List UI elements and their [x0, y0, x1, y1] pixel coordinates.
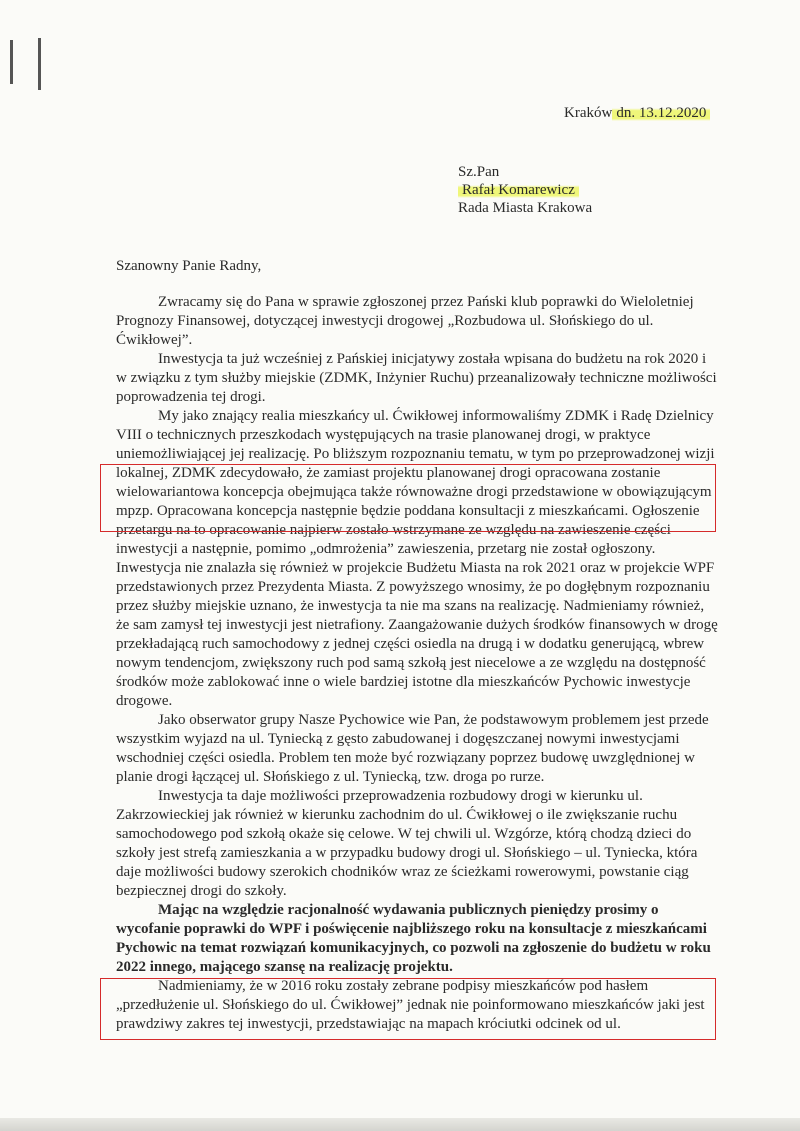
paragraph: Inwestycja ta już wcześniej z Pańskiej inicjatywy została wpisana do budżetu na rok 2020 i w związku z tym służby miejskie (ZDMK, Inżynier Ruchu) przeanalizowały techniczne możliwości poprowadzenia tej drogi. — [116, 351, 717, 405]
recipient-line: Rada Miasta Krakowa — [458, 200, 593, 216]
recipient-line: Sz.Pan — [458, 164, 500, 180]
paragraph: Nadmieniamy, że w 2016 roku zostały zebrane podpisy mieszkańców pod hasłem „przedłużenie ul. Słońskiego do ul. Ćwikłowej” jednak nie poinformowano mieszkańców jaki jest prawdziwy zakres tej inwestycji, przedstawiając na mapach króciutki odcinek od ul. — [116, 978, 705, 1032]
date-line — [564, 104, 710, 122]
date-value: dn. 13.12.2020 — [612, 105, 710, 121]
recipient-block — [458, 163, 592, 217]
paragraph: Inwestycja ta daje możliwości przeprowadzenia rozbudowy drogi w kierunku ul. Zakrzowieckiej jak również w kierunku zachodnim do ul. Ćwikłowej o ile zwiększanie ruchu samochodowego pod szkołą okaże się celowe. W tej chwili ul. Wzgórze, którą chodzą dzieci do szkoły jest strefą zamieszkania a w przypadku budowy drogi ul. Słońskiego – ul. Tyniecka, która daje możliwości budowy szerokich chodników wraz ze ścieżkami rowerowymi, powstanie ciąg bezpiecznej drogi do szkoły. — [116, 788, 698, 899]
scan-edge — [0, 1118, 800, 1131]
recipient-name: Rafał Komarewicz — [458, 182, 579, 198]
binder-mark — [38, 38, 41, 90]
greeting: Szanowny Panie Radny, — [116, 258, 262, 274]
letter-body — [116, 293, 720, 1034]
paragraph-request: Mając na względzie racjonalność wydawania publicznych pieniędzy prosimy o wycofanie poprawki do WPF i poświęcenie najbliższego roku na konsultacje z mieszkańcami Pychowic na temat rozwiązań komunikacyjnych, co pozwoli na zgłoszenie do budżetu w roku 2022 innego, mającego szansę na realizację projektu. — [116, 902, 711, 975]
binder-mark — [10, 40, 13, 84]
paragraph: Jako obserwator grupy Nasze Pychowice wie Pan, że podstawowym problemem jest przede wszystkim wyjazd na ul. Tyniecką z gęsto zabudowanej i dogęszczanej nowymi inwestycjami wschodniej części osiedla. Problem ten może być rozwiązany poprzez budowę uwzględnionej w planie drogi łączącej ul. Słońskiego z ul. Tyniecką, tzw. droga po rurze. — [116, 712, 709, 785]
paragraph: Zwracamy się do Pana w sprawie zgłoszonej przez Pański klub poprawki do Wieloletniej Prognozy Finansowej, dotyczącej inwestycji drogowej „Rozbudowa ul. Słońskiego do ul. Ćwikłowej”. — [116, 294, 694, 348]
paragraph: My jako znający realia mieszkańcy ul. Ćwikłowej informowaliśmy ZDMK i Radę Dzielnicy VIII o technicznych przeszkodach występujących na trasie planowanej drogi, w praktyce uniemożliwiającej jej realizację. Po bliższym rozpoznaniu tematu, w tym po przeprowadzonej wizji lokalnej, ZDMK zdecydowało, że zamiast projektu planowanej drogi opracowana zostanie wielowariantowa koncepcja obejmująca także równoważne drogi przedstawione w obowiązującym mpzp. Opracowana koncepcja następnie będzie poddana konsultacji z mieszkańcami. Ogłoszenie przetargu na to opracowanie najpierw zostało wstrzymane ze względu na zawieszenie części inwestycji a następnie, pomimo „odmrożenia” zawieszenia, przetarg nie został ogłoszony. Inwestycja nie znalazła się również w projekcie Budżetu Miasta na rok 2021 oraz w projekcie WPF przedstawionych przez Prezydenta Miasta. Z powyższego wnosimy, że po dogłębnym rozpoznaniu przez służby miejskie uznano, że inwestycja ta nie ma szans na realizację. Nadmieniamy również, że sam zamysł tej inwestycji jest nietrafiony. Zaangażowanie dużych środków finansowych w drogę przekładającą ruch samochodowy z jednej części osiedla na drugą i w dodatku generującą, wbrew nowym tendencjom, zwiększony ruch pod samą szkołą jest niecelowe a ze względu na dostępność środków może zablokować inne o wiele bardziej istotne dla mieszkańców Pychowic inwestycje drogowe. — [116, 408, 718, 709]
date-place: Kraków — [564, 105, 613, 121]
